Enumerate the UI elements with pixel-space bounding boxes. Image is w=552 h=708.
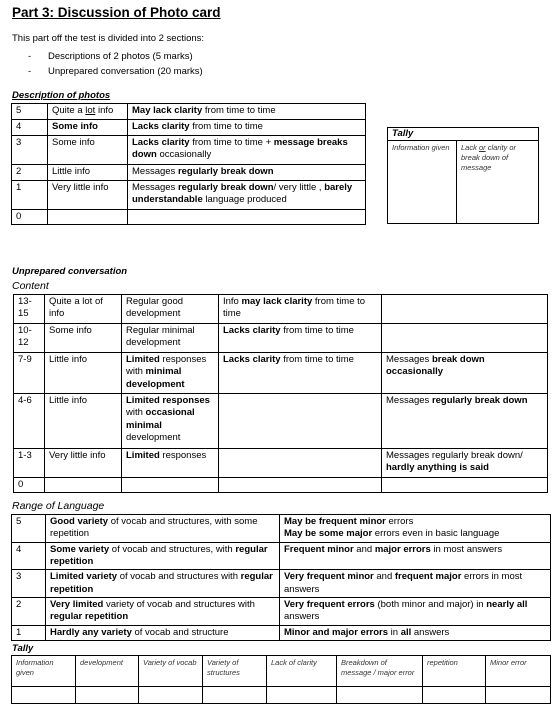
tally-cell: [423, 687, 486, 704]
sections-list: [28, 51, 203, 82]
table-row: [14, 449, 548, 478]
tally-cell: [203, 687, 267, 704]
language-cell: Lacks clarity from time to time + message breaks down occasionally: [128, 136, 366, 165]
table-row: [12, 515, 551, 543]
vocab-cell: Very limited variety of vocab and structures with regular repetition: [46, 598, 280, 626]
info-cell: Some info: [48, 136, 128, 165]
info-cell: Quite a lot of info: [45, 295, 122, 324]
mark-cell: 1-3: [14, 449, 45, 478]
tally-cell: [486, 687, 551, 704]
clarity-cell: Lacks clarity from time to time: [219, 324, 382, 353]
table-row: [14, 353, 548, 394]
vocab-cell: Good variety of vocab and structures, with some repetition: [46, 515, 280, 543]
table-row: [12, 210, 366, 225]
tally-table-1: [387, 127, 539, 224]
tally-cell: [267, 687, 337, 704]
language-cell: Messages regularly break down: [128, 165, 366, 181]
info-cell: Little info: [45, 394, 122, 449]
errors-cell: Very frequent errors (both minor and major) in nearly all answers: [280, 598, 551, 626]
desc-heading: Description of photos: [12, 90, 111, 101]
breakdown-cell: [382, 478, 548, 493]
mark-cell: 7-9: [14, 353, 45, 394]
mark-cell: 0: [12, 210, 48, 225]
vocab-cell: Hardly any variety of vocab and structure: [46, 625, 280, 640]
errors-cell: Minor and major errors in all answers: [280, 625, 551, 640]
info-cell: Quite a lot info: [48, 104, 128, 120]
errors-cell: May be frequent minor errors May be some major errors even in basic language: [280, 515, 551, 543]
tally-header-cell: Lack of clarity: [267, 656, 337, 687]
tally-header-cell: Information given: [12, 656, 76, 687]
mark-cell: 5: [12, 515, 46, 543]
info-cell: Some info: [48, 120, 128, 136]
intro-text: This part off the test is divided into 2 sections:: [12, 33, 205, 44]
unprep-table: [13, 294, 548, 493]
clarity-cell: [219, 394, 382, 449]
tally-header-cell: Minor error: [486, 656, 551, 687]
development-cell: [122, 478, 219, 493]
tally-header-cell: Variety of vocab: [139, 656, 203, 687]
mark-cell: 3: [12, 136, 48, 165]
table-row: [12, 598, 551, 626]
clarity-cell: [219, 449, 382, 478]
range-heading: Range of Language: [12, 500, 105, 512]
info-cell: [45, 478, 122, 493]
mark-cell: 2: [12, 165, 48, 181]
breakdown-cell: [382, 324, 548, 353]
info-cell: Some info: [45, 324, 122, 353]
vocab-cell: Some variety of vocab and structures, with regular repetition: [46, 542, 280, 570]
language-cell: Lacks clarity from time to time: [128, 120, 366, 136]
tally2-title: Tally: [12, 643, 34, 654]
vocab-cell: Limited variety of vocab and structures with regular repetition: [46, 570, 280, 598]
development-cell: Regular minimal development: [122, 324, 219, 353]
tally-cell: [76, 687, 139, 704]
info-cell: Little info: [48, 165, 128, 181]
tally-header-cell: repetition: [423, 656, 486, 687]
mark-cell: 5: [12, 104, 48, 120]
info-cell: Little info: [45, 353, 122, 394]
table-row: [12, 120, 366, 136]
breakdown-cell: [382, 295, 548, 324]
mark-cell: 0: [14, 478, 45, 493]
mark-cell: 4: [12, 542, 46, 570]
table-row: [12, 165, 366, 181]
table-row: [12, 104, 366, 120]
table-row: [14, 295, 548, 324]
clarity-cell: Lacks clarity from time to time: [219, 353, 382, 394]
breakdown-cell: Messages regularly break down/ hardly anything is said: [382, 449, 548, 478]
tally-cell: [139, 687, 203, 704]
clarity-cell: [219, 478, 382, 493]
table-row: [12, 136, 366, 165]
page-title: Part 3: Discussion of Photo card: [12, 5, 221, 20]
tally-header-cell: Breakdown of message / major error: [337, 656, 423, 687]
desc-table: [11, 103, 366, 225]
mark-cell: 10-12: [14, 324, 45, 353]
section-item: - Unprepared conversation (20 marks): [28, 66, 203, 78]
language-cell: [128, 210, 366, 225]
unprep-subheading: Content: [12, 280, 49, 292]
table-row: [14, 324, 548, 353]
tally-header-cell: development: [76, 656, 139, 687]
table-row: [12, 181, 366, 210]
mark-cell: 3: [12, 570, 46, 598]
development-cell: Limited responses: [122, 449, 219, 478]
breakdown-cell: Messages regularly break down: [382, 394, 548, 449]
tally-col: Lack or clarity or break down of message: [457, 141, 539, 224]
language-cell: May lack clarity from time to time: [128, 104, 366, 120]
breakdown-cell: Messages break down occasionally: [382, 353, 548, 394]
info-cell: Very little info: [45, 449, 122, 478]
table-row: [12, 542, 551, 570]
mark-cell: 1: [12, 625, 46, 640]
tally-col: Information given: [388, 141, 457, 224]
tally-cell: [337, 687, 423, 704]
table-row: [12, 570, 551, 598]
tally-title: Tally: [392, 128, 414, 139]
language-cell: Messages regularly break down/ very little , barely understandable language produced: [128, 181, 366, 210]
development-cell: Limited responses with occasional minimal development: [122, 394, 219, 449]
mark-cell: 4: [12, 120, 48, 136]
tally-header-cell: Variety of structures: [203, 656, 267, 687]
mark-cell: 1: [12, 181, 48, 210]
errors-cell: Frequent minor and major errors in most answers: [280, 542, 551, 570]
clarity-cell: Info may lack clarity from time to time: [219, 295, 382, 324]
mark-cell: 2: [12, 598, 46, 626]
unprep-heading: Unprepared conversation: [12, 266, 128, 277]
info-cell: Very little info: [48, 181, 128, 210]
table-row: [14, 394, 548, 449]
errors-cell: Very frequent minor and frequent major errors in most answers: [280, 570, 551, 598]
tally-table-2: [11, 655, 551, 704]
development-cell: Regular good development: [122, 295, 219, 324]
section-item: - Descriptions of 2 photos (5 marks): [28, 51, 203, 63]
range-table: [11, 514, 551, 641]
table-row: [12, 625, 551, 640]
mark-cell: 13-15: [14, 295, 45, 324]
development-cell: Limited responses with minimal development: [122, 353, 219, 394]
tally-cell: [12, 687, 76, 704]
mark-cell: 4-6: [14, 394, 45, 449]
info-cell: [48, 210, 128, 225]
table-row: [14, 478, 548, 493]
